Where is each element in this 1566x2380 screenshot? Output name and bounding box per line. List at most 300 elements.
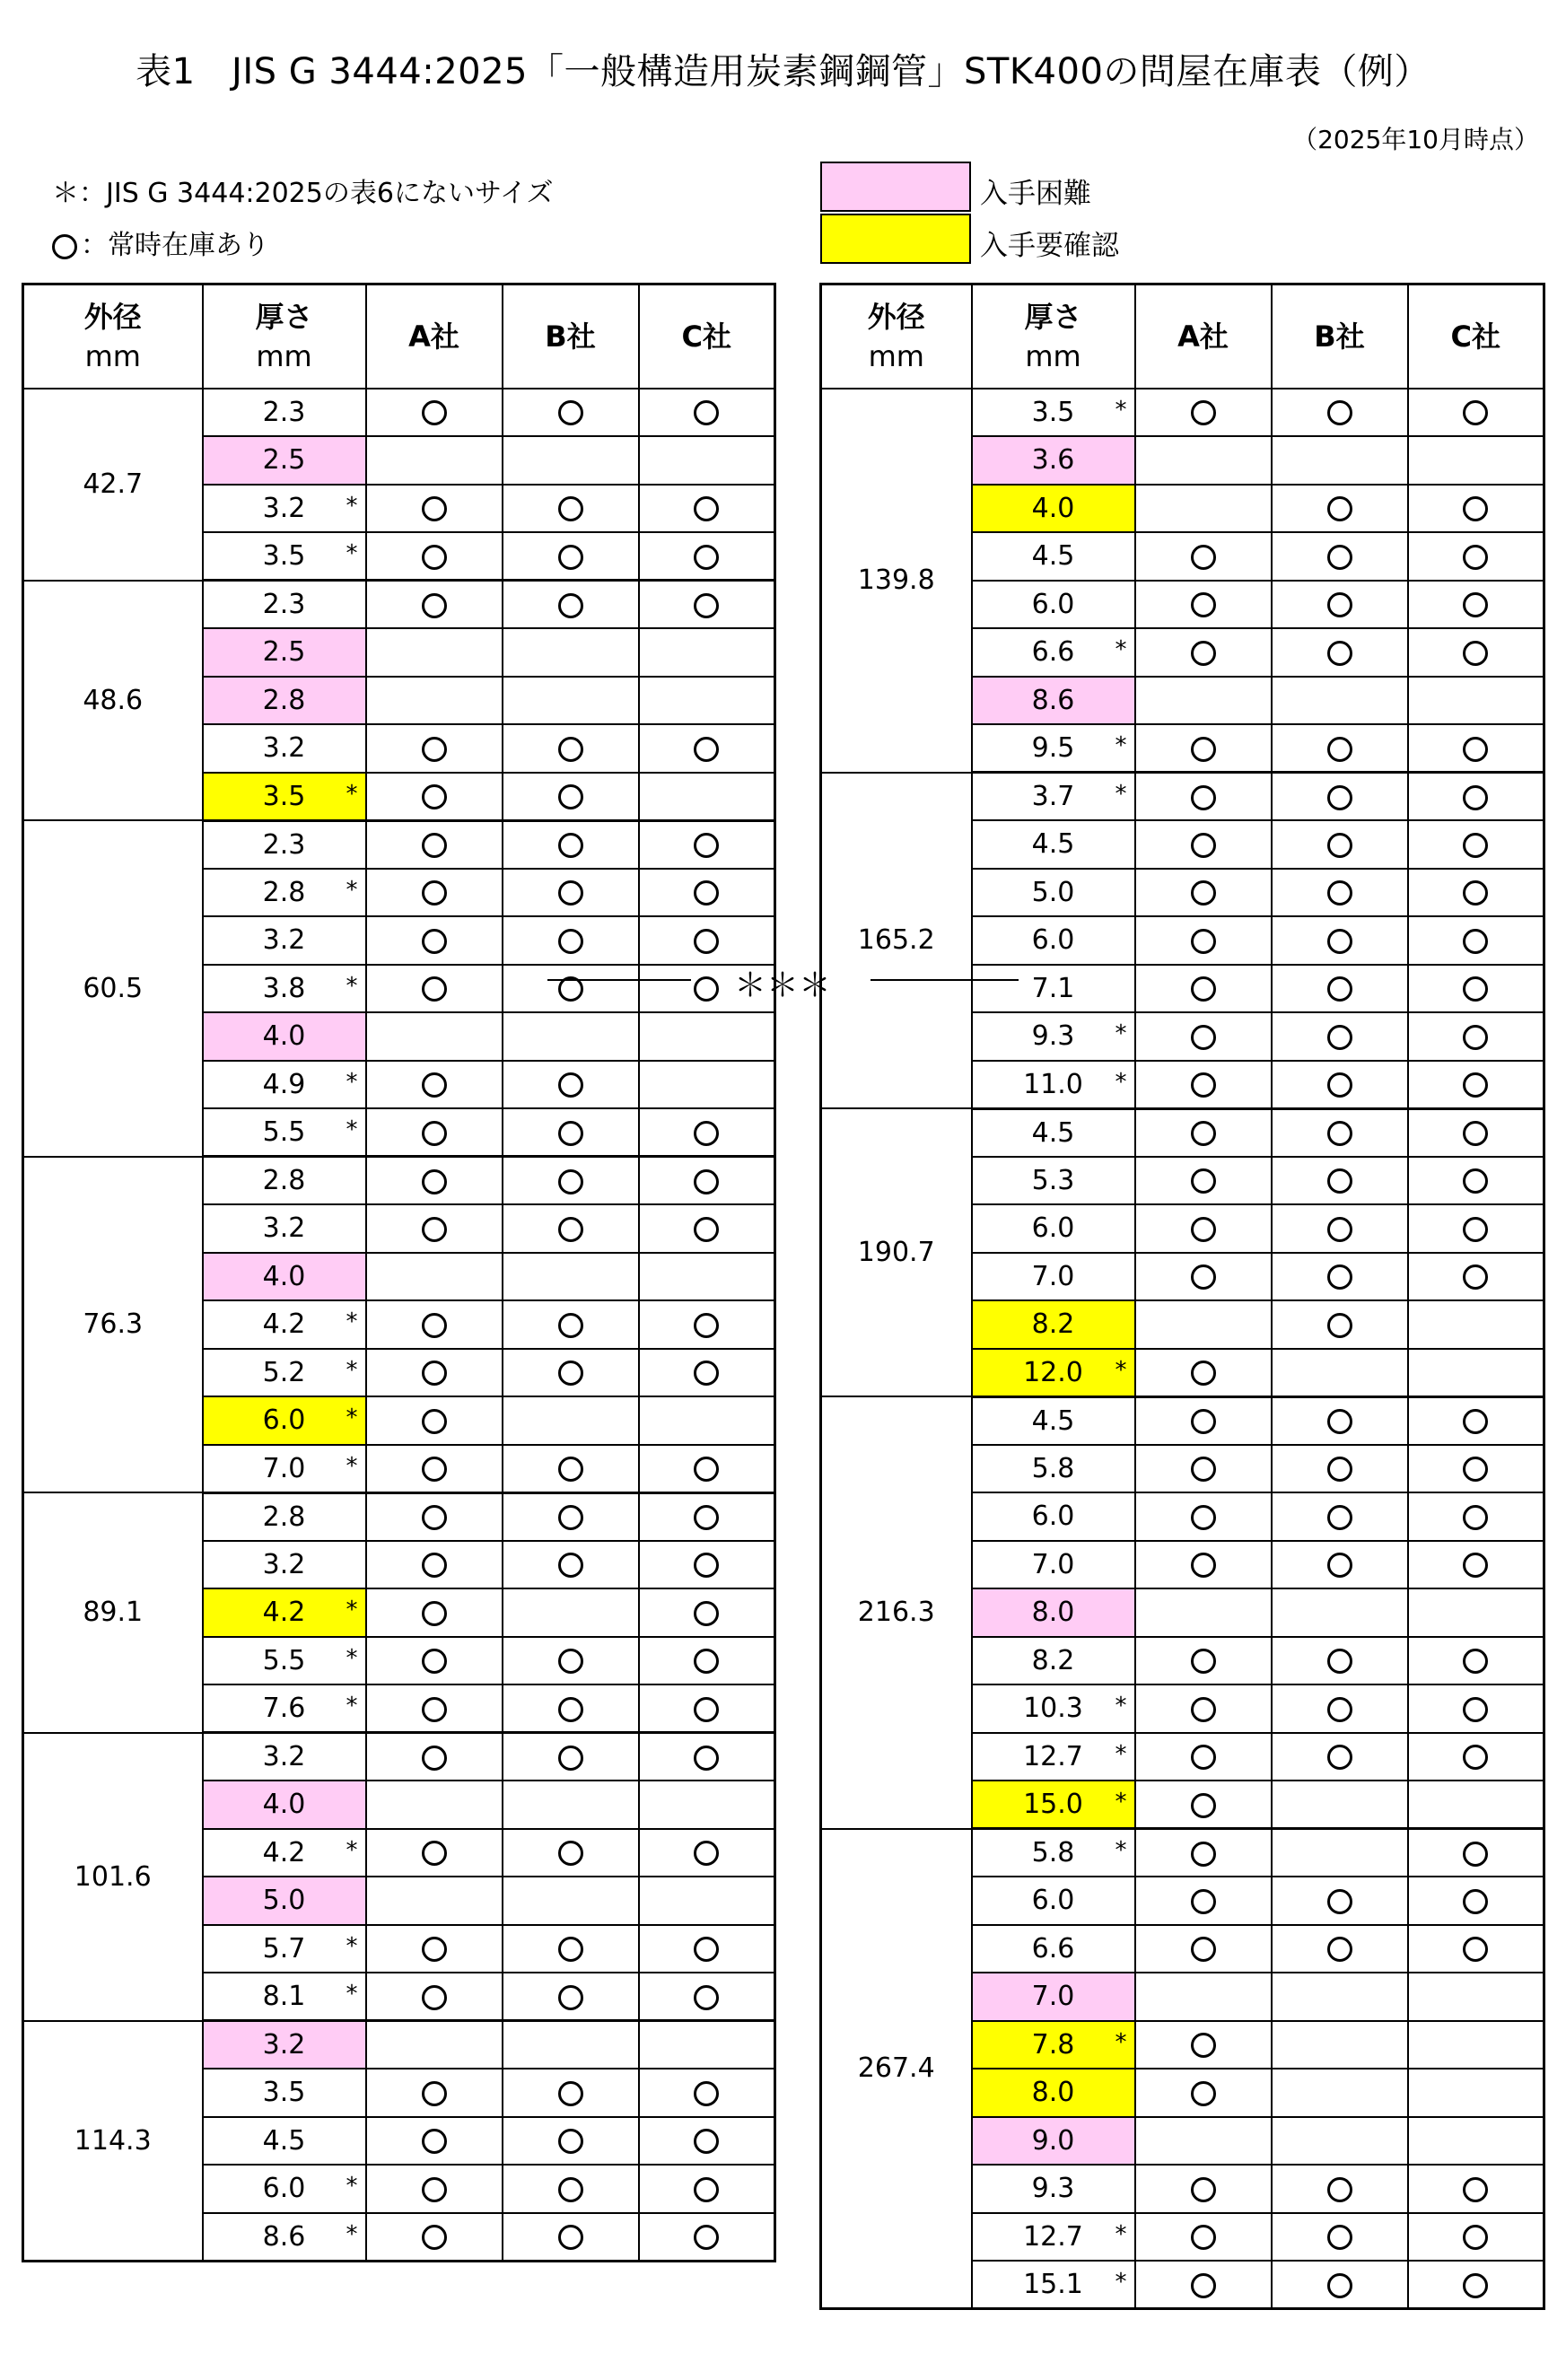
in-stock-circle-icon	[1463, 737, 1488, 762]
stock-cell-a	[366, 1396, 503, 1445]
stock-cell-a	[1135, 485, 1272, 533]
thickness-cell	[972, 1204, 1135, 1253]
thickness-value: 5.5	[262, 1116, 306, 1148]
thickness-value: 6.0	[1031, 1885, 1075, 1917]
in-stock-circle-icon	[422, 400, 447, 425]
stock-cell-b	[503, 1492, 639, 1541]
in-stock-circle-icon	[1191, 1889, 1216, 1914]
stock-cell-a	[366, 773, 503, 821]
in-stock-circle-icon	[1327, 1217, 1352, 1242]
stock-cell-c	[639, 1157, 775, 1205]
thickness-cell	[972, 1349, 1135, 1397]
in-stock-circle-icon	[694, 2225, 719, 2250]
in-stock-circle-icon	[1327, 496, 1352, 521]
stock-cell-c	[639, 485, 775, 533]
stock-cell-b	[1272, 2021, 1408, 2069]
in-stock-circle-icon	[1327, 1313, 1352, 1338]
stock-cell-b	[503, 532, 639, 581]
thickness-cell	[972, 2261, 1135, 2309]
in-stock-circle-icon	[1463, 1937, 1488, 1962]
asterisk-mark: *	[346, 1932, 358, 1960]
in-stock-circle-icon	[422, 880, 447, 906]
thickness-value: 3.2	[262, 2029, 306, 2061]
stock-cell-b	[1272, 1637, 1408, 1685]
thickness-cell	[972, 532, 1135, 581]
stock-cell-a	[366, 2117, 503, 2166]
thickness-value: 6.6	[1031, 1932, 1075, 1964]
stock-cell-c	[1408, 1541, 1544, 1589]
thickness-value: 2.8	[262, 876, 306, 908]
thickness-cell	[972, 1012, 1135, 1061]
stock-cell-b	[1272, 1733, 1408, 1781]
stock-cell-a	[1135, 2021, 1272, 2069]
in-stock-circle-icon	[1191, 737, 1216, 762]
stock-cell-c	[1408, 1253, 1544, 1301]
stock-cell-a	[366, 677, 503, 725]
in-stock-circle-icon	[1327, 641, 1352, 666]
thickness-cell	[972, 1877, 1135, 1925]
stock-cell-c	[639, 628, 775, 677]
in-stock-circle-icon	[1327, 1264, 1352, 1290]
asterisk-mark: *	[1115, 396, 1127, 424]
thickness-cell	[203, 1637, 366, 1685]
thickness-cell	[203, 677, 366, 725]
stock-cell-c	[1408, 1157, 1544, 1205]
stock-cell-c	[1408, 677, 1544, 725]
in-stock-circle-icon	[1463, 2273, 1488, 2298]
asterisk-mark: *	[1115, 1837, 1127, 1864]
thickness-cell	[203, 485, 366, 533]
stock-cell-b	[503, 2213, 639, 2262]
stock-cell-a	[1135, 1108, 1272, 1157]
in-stock-circle-icon	[422, 2081, 447, 2106]
in-stock-circle-icon	[1191, 1937, 1216, 1962]
stock-cell-b	[1272, 1012, 1408, 1061]
thickness-value: 4.0	[262, 1789, 306, 1821]
thickness-cell	[203, 1253, 366, 1301]
thickness-value: 3.5	[1031, 396, 1075, 428]
asterisk-mark: *	[1115, 1356, 1127, 1384]
stock-cell-a	[366, 389, 503, 437]
in-stock-circle-icon	[422, 1746, 447, 1771]
thickness-cell	[203, 1492, 366, 1541]
stock-cell-b	[1272, 869, 1408, 917]
stock-cell-c	[1408, 2021, 1544, 2069]
thickness-cell	[203, 436, 366, 485]
thickness-value: 4.2	[262, 1836, 306, 1868]
stock-cell-b	[1272, 1349, 1408, 1397]
stock-cell-b	[503, 1541, 639, 1589]
in-stock-circle-icon	[694, 1841, 719, 1866]
stock-cell-c	[639, 1733, 775, 1781]
thickness-value: 6.0	[262, 1404, 306, 1437]
stock-cell-c	[1408, 485, 1544, 533]
in-stock-circle-icon	[422, 1072, 447, 1098]
stock-cell-a	[1135, 1396, 1272, 1445]
stock-cell-b	[1272, 1925, 1408, 1973]
stock-cell-c	[639, 1396, 775, 1445]
od-cell: 216.3	[821, 1396, 972, 1829]
thickness-cell	[203, 389, 366, 437]
in-stock-circle-icon	[1463, 592, 1488, 617]
stock-cell-b	[503, 1061, 639, 1109]
stock-cell-c	[639, 1445, 775, 1493]
header-thickness: 厚さ mm	[203, 284, 366, 389]
thickness-value: 5.7	[262, 1932, 306, 1964]
stock-cell-a	[366, 1300, 503, 1349]
stock-cell-b	[1272, 1829, 1408, 1877]
thickness-cell	[203, 1925, 366, 1973]
thickness-cell	[972, 1637, 1135, 1685]
thickness-cell	[972, 581, 1135, 629]
stock-cell-c	[639, 1492, 775, 1541]
thickness-value: 8.2	[1031, 1644, 1075, 1676]
stock-cell-a	[1135, 2069, 1272, 2117]
thickness-cell	[203, 1973, 366, 2021]
thickness-cell	[972, 436, 1135, 485]
in-stock-circle-icon	[1463, 1121, 1488, 1146]
in-stock-circle-icon	[558, 1169, 583, 1194]
stock-cell-b	[503, 485, 639, 533]
in-stock-circle-icon	[1327, 1025, 1352, 1050]
stock-cell-c	[1408, 436, 1544, 485]
stock-cell-c	[639, 2117, 775, 2166]
in-stock-circle-icon	[422, 1697, 447, 1722]
in-stock-circle-icon	[1327, 1697, 1352, 1722]
stock-cell-c	[639, 2069, 775, 2117]
stock-cell-a	[366, 1637, 503, 1685]
in-stock-circle-icon	[1191, 1697, 1216, 1722]
in-stock-circle-icon	[1191, 1842, 1216, 1867]
table-row	[23, 581, 775, 629]
thickness-value: 6.0	[1031, 924, 1075, 957]
stock-cell-a	[1135, 724, 1272, 773]
asterisk-mark: *	[1115, 2028, 1127, 2056]
in-stock-circle-icon	[422, 976, 447, 1002]
asterisk-mark: *	[346, 492, 358, 520]
thickness-cell	[972, 1253, 1135, 1301]
in-stock-circle-icon	[558, 1746, 583, 1771]
thickness-value: 7.1	[1031, 972, 1075, 1004]
stock-cell-a	[366, 1829, 503, 1877]
stock-cell-b	[503, 1300, 639, 1349]
in-stock-circle-icon	[1327, 1505, 1352, 1530]
stock-cell-b	[1272, 916, 1408, 965]
stock-cell-b	[1272, 1877, 1408, 1925]
asterisk-mark: *	[346, 2220, 358, 2248]
in-stock-circle-icon	[694, 929, 719, 954]
stock-cell-c	[639, 820, 775, 869]
left-stock-table	[22, 283, 776, 2262]
stock-cell-b	[503, 1877, 639, 1925]
asterisk-mark: *	[346, 1308, 358, 1335]
in-stock-circle-icon	[1327, 785, 1352, 810]
table-row	[821, 773, 1544, 821]
stock-cell-b	[1272, 1588, 1408, 1637]
in-stock-circle-icon	[422, 1121, 447, 1146]
table-row	[23, 1157, 775, 1205]
header-company-b: B社	[1272, 284, 1408, 389]
in-stock-circle-icon	[1463, 1409, 1488, 1434]
legend-yellow-swatch	[820, 214, 971, 264]
in-stock-circle-icon	[1191, 1168, 1216, 1194]
thickness-value: 4.9	[262, 1068, 306, 1100]
od-cell: 76.3	[23, 1157, 203, 1493]
in-stock-circle-icon	[1191, 1457, 1216, 1482]
thickness-value: 6.6	[1031, 636, 1075, 669]
stock-cell-a	[366, 1445, 503, 1493]
stock-cell-c	[1408, 1108, 1544, 1157]
stock-cell-a	[366, 436, 503, 485]
in-stock-circle-icon	[422, 1169, 447, 1194]
thickness-cell	[203, 1445, 366, 1493]
in-stock-circle-icon	[1327, 2225, 1352, 2250]
stock-cell-a	[1135, 1061, 1272, 1109]
in-stock-circle-icon	[558, 1121, 583, 1146]
thickness-cell	[972, 2021, 1135, 2069]
thickness-value: 15.0	[1023, 1789, 1083, 1820]
stock-cell-a	[366, 869, 503, 917]
thickness-cell	[972, 1108, 1135, 1157]
stock-cell-c	[639, 2213, 775, 2262]
in-stock-circle-icon	[422, 1505, 447, 1530]
stock-cell-a	[1135, 1300, 1272, 1349]
stock-cell-a	[1135, 1877, 1272, 1925]
thickness-cell	[203, 1396, 366, 1445]
stock-cell-b	[1272, 1492, 1408, 1541]
stock-cell-b	[503, 724, 639, 773]
stock-cell-c	[639, 1973, 775, 2021]
stock-cell-b	[1272, 2165, 1408, 2213]
thickness-cell	[203, 869, 366, 917]
stock-cell-b	[1272, 1253, 1408, 1301]
in-stock-circle-icon	[1463, 1264, 1488, 1290]
stock-cell-c	[639, 436, 775, 485]
header-company-c: C社	[1408, 284, 1544, 389]
od-cell: 101.6	[23, 1733, 203, 2021]
asterisk-mark: *	[1115, 1693, 1127, 1719]
thickness-cell	[972, 2069, 1135, 2117]
stock-cell-c	[1408, 1829, 1544, 1877]
in-stock-circle-icon	[1463, 1025, 1488, 1050]
stock-cell-a	[1135, 916, 1272, 965]
asterisk-mark: *	[346, 2173, 358, 2200]
cut-mark-text: ＊＊＊	[733, 967, 832, 1004]
in-stock-circle-icon	[694, 1649, 719, 1674]
asterisk-mark: *	[1115, 1740, 1127, 1768]
stock-cell-b	[1272, 1973, 1408, 2021]
thickness-value: 4.0	[1031, 492, 1075, 524]
stock-cell-b	[1272, 1781, 1408, 1829]
thickness-cell	[972, 869, 1135, 917]
thickness-value: 9.3	[1031, 2173, 1075, 2205]
thickness-cell	[972, 724, 1135, 773]
stock-cell-b	[1272, 1300, 1408, 1349]
thickness-value: 4.5	[1031, 828, 1075, 861]
thickness-value: 5.3	[1031, 1164, 1075, 1196]
thickness-cell	[203, 1157, 366, 1205]
thickness-cell	[203, 1204, 366, 1253]
stock-cell-a	[366, 1204, 503, 1253]
in-stock-circle-icon	[1191, 785, 1216, 810]
in-stock-circle-icon	[1463, 976, 1488, 1002]
stock-cell-a	[366, 1588, 503, 1637]
header-thickness: 厚さ mm	[972, 284, 1135, 389]
in-stock-circle-icon	[694, 737, 719, 762]
thickness-value: 7.6	[262, 1693, 306, 1724]
stock-cell-b	[1272, 677, 1408, 725]
in-stock-circle-icon	[558, 1457, 583, 1482]
stock-cell-a	[366, 724, 503, 773]
asterisk-mark: *	[1115, 2220, 1127, 2248]
in-stock-circle-icon	[694, 1553, 719, 1578]
in-stock-circle-icon	[422, 929, 447, 954]
in-stock-circle-icon	[1191, 592, 1216, 617]
thickness-value: 4.5	[262, 2124, 306, 2157]
stock-cell-a	[366, 2021, 503, 2069]
thickness-value: 8.1	[262, 1981, 306, 2012]
in-stock-circle-icon	[558, 1649, 583, 1674]
in-stock-circle-icon	[1463, 1842, 1488, 1867]
stock-cell-a	[1135, 1781, 1272, 1829]
stock-cell-a	[366, 628, 503, 677]
circle-icon	[52, 234, 77, 259]
date-note: （2025年10月時点）	[1292, 125, 1539, 154]
stock-cell-c	[1408, 1588, 1544, 1637]
thickness-cell	[972, 1061, 1135, 1109]
stock-cell-b	[503, 581, 639, 629]
stock-cell-a	[366, 581, 503, 629]
stock-cell-a	[1135, 820, 1272, 869]
thickness-value: 2.8	[262, 1165, 306, 1196]
in-stock-circle-icon	[1191, 400, 1216, 425]
stock-cell-c	[639, 581, 775, 629]
thickness-value: 7.8	[1031, 2028, 1075, 2061]
in-stock-circle-icon	[422, 737, 447, 762]
stock-cell-a	[1135, 1349, 1272, 1397]
header-od: 外径 mm	[821, 284, 972, 389]
table-row	[23, 820, 775, 869]
stock-cell-b	[1272, 389, 1408, 437]
thickness-cell	[972, 916, 1135, 965]
thickness-cell	[203, 1588, 366, 1637]
in-stock-circle-icon	[1327, 1649, 1352, 1674]
thickness-value: 6.0	[1031, 1501, 1075, 1533]
stock-cell-a	[1135, 1012, 1272, 1061]
in-stock-circle-icon	[1191, 833, 1216, 858]
thickness-value: 12.0	[1023, 1356, 1083, 1388]
in-stock-circle-icon	[1327, 1121, 1352, 1146]
thickness-cell	[972, 773, 1135, 821]
stock-cell-c	[1408, 1733, 1544, 1781]
in-stock-circle-icon	[694, 1169, 719, 1194]
thickness-value: 9.0	[1031, 2124, 1075, 2157]
in-stock-circle-icon	[558, 784, 583, 809]
thickness-value: 3.5	[262, 780, 306, 812]
thickness-cell	[972, 1300, 1135, 1349]
in-stock-circle-icon	[1191, 2033, 1216, 2058]
stock-cell-a	[366, 965, 503, 1013]
thickness-cell	[203, 581, 366, 629]
in-stock-circle-icon	[1191, 880, 1216, 906]
stock-cell-c	[1408, 2213, 1544, 2262]
in-stock-circle-icon	[558, 1313, 583, 1338]
thickness-value: 2.5	[262, 444, 306, 477]
in-stock-circle-icon	[422, 1313, 447, 1338]
od-cell: 42.7	[23, 389, 203, 581]
thickness-cell	[203, 2021, 366, 2069]
in-stock-circle-icon	[1463, 1457, 1488, 1482]
stock-cell-c	[639, 1108, 775, 1157]
asterisk-mark: *	[346, 1597, 358, 1623]
thickness-value: 5.5	[262, 1644, 306, 1676]
thickness-cell	[203, 916, 366, 965]
od-cell: 60.5	[23, 820, 203, 1157]
in-stock-circle-icon	[1327, 976, 1352, 1002]
od-cell: 139.8	[821, 389, 972, 773]
stock-cell-a	[366, 532, 503, 581]
in-stock-circle-icon	[694, 400, 719, 425]
asterisk-mark: *	[1115, 732, 1127, 759]
table-row	[23, 389, 775, 437]
stock-cell-c	[639, 2021, 775, 2069]
in-stock-circle-icon	[694, 496, 719, 521]
stock-cell-b	[1272, 2069, 1408, 2117]
in-stock-circle-icon	[694, 2129, 719, 2154]
asterisk-mark: *	[346, 1836, 358, 1864]
thickness-value: 3.6	[1031, 444, 1075, 477]
stock-cell-a	[366, 1108, 503, 1157]
stock-cell-c	[639, 1253, 775, 1301]
stock-cell-b	[1272, 1445, 1408, 1493]
thickness-value: 4.0	[262, 1020, 306, 1053]
stock-cell-b	[1272, 1541, 1408, 1589]
thickness-value: 7.0	[262, 1452, 306, 1484]
in-stock-circle-icon	[1191, 1505, 1216, 1530]
circle-note	[52, 223, 269, 262]
stock-cell-b	[1272, 1157, 1408, 1205]
in-stock-circle-icon	[422, 2129, 447, 2154]
thickness-value: 3.5	[262, 2077, 306, 2109]
thickness-cell	[972, 677, 1135, 725]
thickness-cell	[203, 532, 366, 581]
right-stock-table	[819, 283, 1545, 2310]
thickness-value: 11.0	[1023, 1068, 1083, 1100]
in-stock-circle-icon	[422, 1457, 447, 1482]
in-stock-circle-icon	[1191, 641, 1216, 666]
in-stock-circle-icon	[1327, 1553, 1352, 1578]
stock-cell-c	[1408, 1445, 1544, 1493]
in-stock-circle-icon	[558, 1553, 583, 1578]
thickness-value: 7.0	[1031, 1981, 1075, 2013]
od-cell: 89.1	[23, 1492, 203, 1733]
in-stock-circle-icon	[422, 2225, 447, 2250]
stock-cell-c	[639, 1637, 775, 1685]
in-stock-circle-icon	[1327, 545, 1352, 570]
in-stock-circle-icon	[1463, 833, 1488, 858]
in-stock-circle-icon	[1327, 1889, 1352, 1914]
asterisk-mark: *	[346, 1981, 358, 2008]
thickness-value: 2.8	[262, 684, 306, 716]
in-stock-circle-icon	[1191, 2177, 1216, 2202]
in-stock-circle-icon	[422, 1841, 447, 1866]
thickness-value: 2.3	[262, 589, 306, 620]
stock-cell-b	[503, 773, 639, 821]
stock-cell-b	[1272, 2261, 1408, 2309]
thickness-cell	[203, 1684, 366, 1733]
in-stock-circle-icon	[558, 2129, 583, 2154]
thickness-cell	[972, 1733, 1135, 1781]
